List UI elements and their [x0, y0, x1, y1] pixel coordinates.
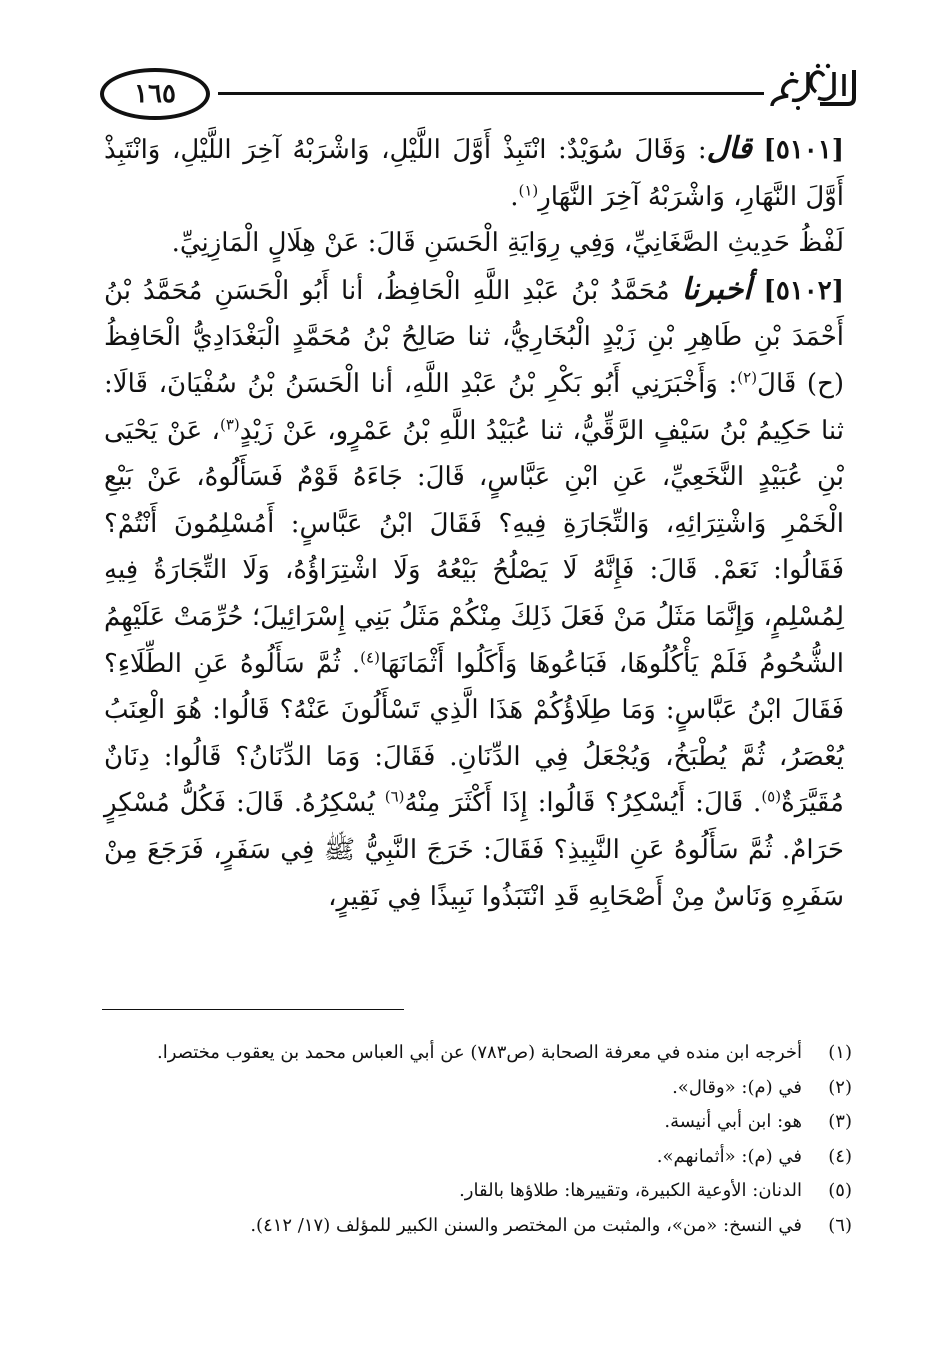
footnote-number: (٣) [828, 1111, 852, 1132]
book-title-logo [768, 62, 860, 112]
footnote-item [104, 1174, 852, 1209]
narration-text: : وَأَخْبَرَنِي أَبُو بَكْرِ بْنُ عَبْدِ اللَّهِ، أنا الْحَسَنُ بْنُ سُفْيَانَ، قَالَا: ثنا حَكِيمُ بْنُ سَيْفٍ الرَّقِّيُّ، ثنا عُبَيْدُ اللَّهِ بْنُ عَمْرٍو، عَنْ زَيْدٍ [104, 368, 844, 446]
footnote-text: هو: ابن أبي أنيسة. [664, 1111, 802, 1132]
narration-5102 [104, 267, 844, 920]
narration-number: [٥١٠١] [763, 135, 844, 165]
footnote-number: (٤) [828, 1145, 852, 1167]
footnote-ref: (٦) [384, 787, 405, 806]
footnote-item [104, 1036, 852, 1071]
narration-keyword: أخبرنا [681, 271, 752, 307]
footnote-ref: (٣) [219, 414, 240, 433]
calligraphy-title-icon [768, 62, 860, 112]
footnote-number: (١) [828, 1042, 852, 1063]
narration-note: لَفْظُ حَدِيثِ الصَّغَانِيِّ، وَفِي رِوَايَةِ الْحَسَنِ قَالَ: عَنْ هِلَالٍ الْمَازِنِيِّ. [171, 228, 844, 259]
narration-text: . قَالَ: أَيُسْكِرُ؟ قَالُوا: إِذَا أَكْثَرَ مِنْهُ [404, 788, 762, 819]
footnote-ref: (٤) [360, 647, 380, 666]
narration-text: مُحَمَّدُ بْنُ عَبْدِ اللَّهِ الْحَافِظُ، أنا أَبُو الْحَسَنِ مُحَمَّدُ بْنُ أَحْمَدَ بْنِ طَاهِرِ بْنِ زَيْدٍ الْبُخَارِيُّ، ثنا صَالِحُ بْنُ مُحَمَّدٍ الْبَغْدَادِيُّ الْحَافِظُ (ح) قَالَ [104, 275, 845, 399]
narration-5101 [104, 126, 844, 220]
footnote-number: (٦) [828, 1214, 852, 1236]
narration-keyword: قال [706, 131, 752, 166]
narration-text: : وَقَالَ سُوَيْدٌ: انْتَبِذْ أَوَّلَ اللَّيْلِ، وَاشْرَبْهُ آخِرَ اللَّيْلِ، وَانْتَبِذْ أَوَّلَ النَّهَارِ، وَاشْرَبْهُ آخِرَ النَّهَارِ [104, 135, 844, 212]
footnote-item [104, 1105, 852, 1140]
main-text [104, 126, 844, 920]
footnote-ref: (١) [518, 180, 539, 199]
footnote-item [104, 1071, 852, 1106]
page-number: ١٦٥ [100, 68, 210, 120]
footnote-item [104, 1209, 852, 1244]
footnote-text: أخرجه ابن منده في معرفة الصحابة (ص٧٨٣) عن أبي العباس محمد بن يعقوب مختصرا. [156, 1042, 802, 1063]
footnote-text: في (م): «وقال». [672, 1076, 802, 1098]
footnote-text: الدنان: الأوعية الكبيرة، وتقييرها: طلاؤها بالقار. [459, 1180, 802, 1201]
narration-text-end: . [510, 181, 519, 212]
footnote-separator [102, 1009, 404, 1010]
footnote-ref: (٢) [737, 368, 758, 387]
footnote-number: (٥) [828, 1180, 852, 1201]
footnote-text: في (م): «أثمانهم». [656, 1145, 802, 1167]
narration-number: [٥١٠٢] [763, 275, 845, 306]
footnote-text: في النسخ: «من»، والمثبت من المختصر والسنن الكبير للمؤلف (١٧/ ٤١٢). [250, 1214, 802, 1236]
footnote-ref: (٥) [761, 787, 782, 806]
narration-text: ، عَنْ يَحْيَى بْنِ عُبَيْدٍ النَّخَعِيِّ، عَنِ ابْنِ عَبَّاسٍ، قَالَ: جَاءَهُ قَوْمٌ فَسَأَلُوهُ، عَنْ بَيْعِ الْخَمْرِ وَاشْتِرَائِهِ، وَالتِّجَارَةِ فِيهِ؟ فَقَالَ ابْنُ عَبَّاسٍ: أَمُسْلِمُونَ أَنْتُمْ؟ فَقَالُوا: نَعَمْ. قَالَ: فَإِنَّهُ لَا يَصْلُحُ بَيْعُهُ وَلَا اشْتِرَاؤُهُ، وَلَا التِّجَارَةُ فِيهِ لِمُسْلِمٍ، وَإِنَّمَا مَثَلُ مَنْ فَعَلَ ذَلِكَ مِنْكُمْ مَثَلُ بَنِي إِسْرَائِيلَ؛ حُرِّمَتْ عَلَيْهِمُ الشُّحُومُ فَلَمْ يَأْكُلُوهَا، فَبَاعُوهَا وَأَكَلُوا أَثْمَانَهَا [104, 415, 844, 679]
narration-text: يُسْكِرُهُ. قَالَ: فَكُلُّ مُسْكِرٍ حَرَامٌ. ثُمَّ سَأَلُوهُ عَنِ النَّبِيذِ؟ فَقَالَ: خَرَجَ النَّبِيُّ ﷺ فِي سَفَرٍ، فَرَجَعَ مِنْ سَفَرِهِ وَنَاسٌ مِنْ أَصْحَابِهِ قَدِ انْتَبَذُوا نَبِيذًا فِي نَقِيرٍ، [104, 788, 844, 912]
header-rule [218, 92, 764, 95]
footnotes [104, 1036, 852, 1243]
page-header [100, 62, 860, 122]
footnote-item [104, 1140, 852, 1175]
narration-text: . ثُمَّ سَأَلُوهُ عَنِ الطِّلَاءِ؟ فَقَالَ ابْنُ عَبَّاسٍ: وَمَا طِلَاؤُكُمْ هَذَا الَّذِي تَسْأَلُونَ عَنْهُ؟ قَالُوا: هُوَ الْعِنَبُ يُعْصَرُ، ثُمَّ يُطْبَخُ، وَيُجْعَلُ فِي الدِّنَانِ. فَقَالَ: وَمَا الدِّنَانُ؟ قَالُوا: دِنَانٌ مُقَيَّرَةٌ [104, 648, 844, 819]
footnote-number: (٢) [828, 1076, 852, 1098]
